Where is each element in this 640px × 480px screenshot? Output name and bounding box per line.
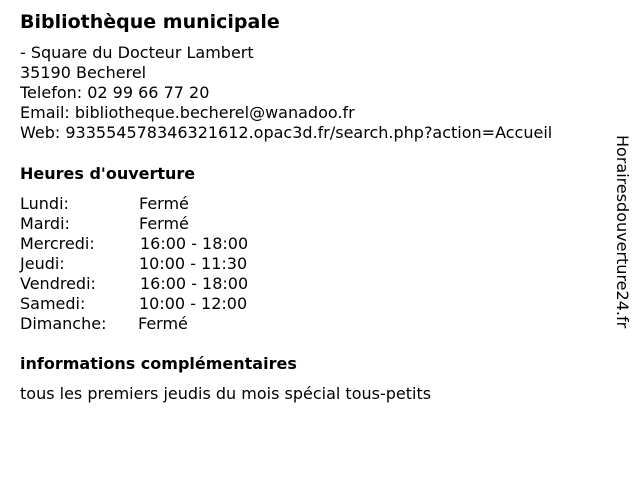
hours-value: Fermé	[139, 194, 189, 213]
hours-value: 16:00 - 18:00	[140, 274, 249, 293]
hours-value: Fermé	[138, 314, 188, 333]
day-label: Vendredi:	[20, 274, 96, 293]
additional-info-heading: informations complémentaires	[20, 354, 297, 373]
hours-value: 10:00 - 12:00	[139, 294, 248, 313]
day-label: Lundi:	[20, 194, 69, 213]
day-label: Mercredi:	[20, 234, 95, 253]
address-block	[20, 43, 552, 143]
hours-value: Fermé	[139, 214, 189, 233]
site-brand-vertical: Horairesdouverture24.fr	[613, 135, 632, 329]
city-postcode: 35190 Becherel	[20, 63, 147, 82]
opening-hours-table	[20, 194, 320, 334]
day-label: Samedi:	[20, 294, 86, 313]
hours-row-monday	[20, 194, 320, 214]
hours-row-sunday	[20, 314, 320, 334]
opening-hours-heading: Heures d'ouverture	[20, 164, 196, 183]
library-name: Bibliothèque municipale	[20, 11, 280, 33]
hours-value: 10:00 - 11:30	[139, 254, 248, 273]
phone-number: Telefon: 02 99 66 77 20	[20, 83, 210, 102]
additional-info-text: tous les premiers jeudis du mois spécial tous-petits	[20, 384, 432, 403]
hours-row-saturday	[20, 294, 320, 314]
hours-row-thursday	[20, 254, 320, 274]
hours-row-tuesday	[20, 214, 320, 234]
hours-value: 16:00 - 18:00	[140, 234, 249, 253]
website-url: Web: 933554578346321612.opac3d.fr/search.php?action=Accueil	[20, 123, 553, 142]
email-address: Email: bibliotheque.becherel@wanadoo.fr	[20, 103, 355, 122]
hours-row-wednesday	[20, 234, 320, 254]
day-label: Dimanche:	[20, 314, 107, 333]
day-label: Jeudi:	[20, 254, 65, 273]
street-address: - Square du Docteur Lambert	[20, 43, 254, 62]
day-label: Mardi:	[20, 214, 70, 233]
hours-row-friday	[20, 274, 320, 294]
